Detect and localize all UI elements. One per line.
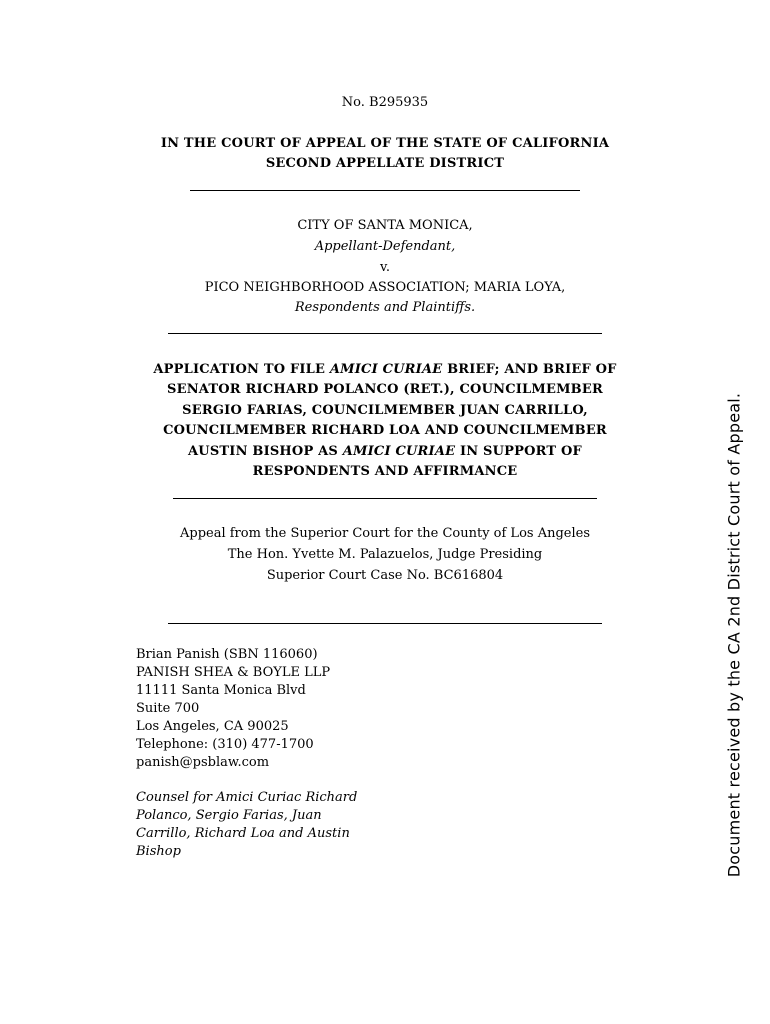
telephone: Telephone: (310) 477-1700 bbox=[136, 737, 314, 752]
respondents-name: PICO NEIGHBORHOOD ASSOCIATION; MARIA LOYA, bbox=[204, 280, 566, 295]
city-state-zip: Los Angeles, CA 90025 bbox=[136, 719, 289, 734]
appeal-line-1: Appeal from the Superior Court for the County of Los Angeles bbox=[179, 526, 590, 541]
court-name-line-1: IN THE COURT OF APPEAL OF THE STATE OF CALIFORNIA bbox=[160, 136, 610, 151]
appellant-name: CITY OF SANTA MONICA, bbox=[297, 218, 473, 233]
street-address: 11111 Santa Monica Blvd bbox=[136, 683, 306, 698]
title-line-4: COUNCILMEMBER RICHARD LOA AND COUNCILMEMBER bbox=[163, 423, 607, 438]
suite: Suite 700 bbox=[136, 701, 200, 716]
counsel-role-line-3: Carrillo, Richard Loa and Austin bbox=[136, 826, 350, 841]
firm-name: PANISH SHEA & BOYLE LLP bbox=[136, 665, 331, 680]
counsel-role-line-4: Bishop bbox=[136, 844, 181, 859]
appeal-line-2: The Hon. Yvette M. Palazuelos, Judge Presiding bbox=[227, 547, 543, 562]
email: panish@psblaw.com bbox=[136, 755, 270, 770]
counsel-role-block bbox=[136, 789, 357, 861]
court-name-line-2: SECOND APPELLATE DISTRICT bbox=[265, 156, 505, 171]
divider-2 bbox=[168, 333, 602, 334]
counsel-role-line-2: Polanco, Sergio Farias, Juan bbox=[136, 808, 322, 823]
title-line-6: RESPONDENTS AND AFFIRMANCE bbox=[252, 464, 518, 479]
divider-3 bbox=[173, 498, 597, 499]
title-line-1: APPLICATION TO FILE AMICI CURIAE BRIEF; AND BRIEF OF bbox=[153, 362, 617, 377]
divider-4 bbox=[168, 623, 602, 624]
received-stamp-text: Document received by the CA 2nd District Court of Appeal. bbox=[724, 392, 744, 878]
divider-1 bbox=[190, 190, 580, 191]
title-line-3: SERGIO FARIAS, COUNCILMEMBER JUAN CARRILLO, bbox=[182, 403, 588, 418]
versus: v. bbox=[380, 260, 390, 275]
title-line-2: SENATOR RICHARD POLANCO (RET.), COUNCILMEMBER bbox=[167, 382, 603, 397]
counsel-role-line-1: Counsel for Amici Curiac Richard bbox=[136, 790, 358, 805]
appeal-line-3: Superior Court Case No. BC616804 bbox=[266, 568, 504, 583]
title-line-5: AUSTIN BISHOP AS AMICI CURIAE IN SUPPORT OF bbox=[188, 444, 582, 459]
counsel-contact-block bbox=[136, 646, 330, 772]
respondents-role: Respondents and Plaintiffs. bbox=[294, 300, 476, 315]
case-number: No. B295935 bbox=[341, 95, 429, 110]
attorney-name: Brian Panish (SBN 116060) bbox=[136, 647, 318, 662]
appellant-role: Appellant-Defendant, bbox=[314, 239, 456, 254]
